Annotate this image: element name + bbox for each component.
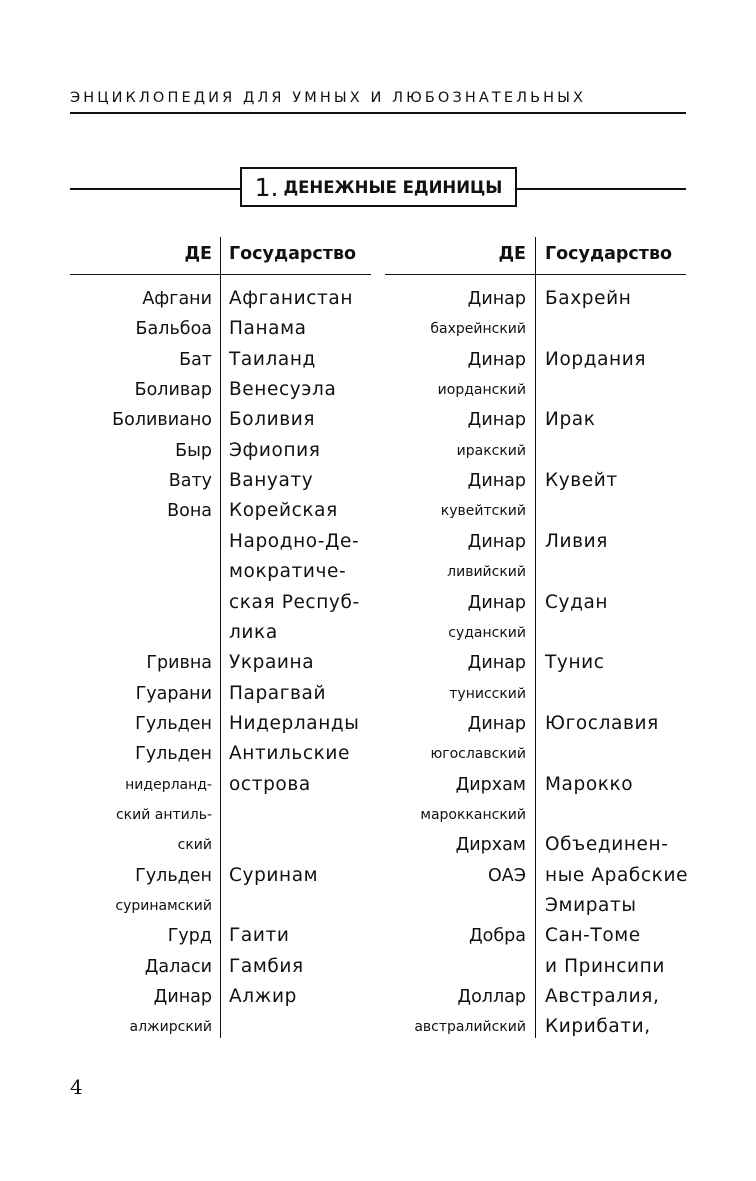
state-cell: Австралия, bbox=[545, 986, 660, 1007]
state-cell: Корейская bbox=[229, 500, 338, 521]
currency-cell: Динар bbox=[467, 471, 526, 491]
state-cell: Боливия bbox=[229, 409, 316, 430]
currency-cell: Гульден bbox=[135, 714, 212, 734]
currency-cell: ОАЭ bbox=[488, 866, 526, 886]
right-de-header: ДЕ bbox=[498, 244, 526, 264]
currency-cell: ский bbox=[177, 837, 212, 853]
state-cell bbox=[229, 891, 369, 921]
state-cell: Судан bbox=[545, 592, 609, 613]
currency-cell bbox=[70, 557, 212, 587]
state-cell bbox=[229, 1012, 369, 1042]
state-cell: Марокко bbox=[545, 774, 634, 795]
currency-cell: нидерланд- bbox=[125, 777, 212, 793]
state-cell bbox=[545, 314, 690, 344]
currency-cell: Динар bbox=[467, 593, 526, 613]
state-cell: ные Арабские bbox=[545, 865, 689, 886]
currency-cell: Динар bbox=[467, 289, 526, 309]
currency-cell: Дирхам bbox=[455, 835, 526, 855]
currency-cell: Бальбоа bbox=[135, 319, 212, 339]
currency-cell: Быр bbox=[175, 441, 212, 461]
state-cell bbox=[545, 618, 690, 648]
currency-cell: Гуарани bbox=[135, 684, 212, 704]
section-number: 1. bbox=[254, 172, 279, 202]
state-cell: Антильские bbox=[229, 743, 351, 764]
state-cell: и Принсипи bbox=[545, 956, 665, 977]
currency-cell bbox=[70, 618, 212, 648]
section-title: ДЕНЕЖНЫЕ ЕДИНИЦЫ bbox=[283, 177, 503, 197]
currency-cell: Бат bbox=[179, 350, 212, 370]
state-cell: Гамбия bbox=[229, 956, 304, 977]
state-cell: Бахрейн bbox=[545, 288, 632, 309]
currency-cell: Вату bbox=[168, 471, 212, 491]
state-cell: Эфиопия bbox=[229, 440, 321, 461]
currency-cell: югославский bbox=[430, 746, 526, 762]
page-number: 4 bbox=[70, 1075, 83, 1099]
currency-cell: иракский bbox=[456, 443, 526, 459]
currency-cell bbox=[380, 952, 526, 982]
state-cell bbox=[545, 557, 690, 587]
currency-cell: Доллар bbox=[457, 987, 526, 1007]
state-cell bbox=[545, 679, 690, 709]
right-state-header: Государство bbox=[545, 244, 673, 264]
state-cell: Сан-Томе bbox=[545, 925, 641, 946]
left-column-divider bbox=[220, 237, 221, 1038]
currency-cell: иорданский bbox=[437, 382, 526, 398]
state-cell bbox=[545, 375, 690, 405]
state-cell: Вануату bbox=[229, 470, 314, 491]
state-cell: ская Респуб- bbox=[229, 592, 360, 613]
state-cell bbox=[545, 739, 690, 769]
currency-cell: Гурд bbox=[167, 926, 212, 946]
currency-cell: Боливар bbox=[134, 380, 212, 400]
currency-cell: Динар bbox=[467, 350, 526, 370]
state-cell bbox=[545, 436, 690, 466]
state-cell: Венесуэла bbox=[229, 379, 337, 400]
state-cell: Алжир bbox=[229, 986, 297, 1007]
state-cell: лика bbox=[229, 622, 278, 643]
currency-cell: Вона bbox=[167, 501, 212, 521]
state-cell: Эмираты bbox=[545, 895, 637, 916]
state-cell: Ливия bbox=[545, 531, 608, 552]
state-cell bbox=[545, 496, 690, 526]
currency-cell: Динар bbox=[467, 532, 526, 552]
currency-cell: алжирский bbox=[129, 1019, 212, 1035]
state-cell: Югославия bbox=[545, 713, 659, 734]
currency-cell: Гульден bbox=[135, 744, 212, 764]
currency-cell: ский антиль- bbox=[115, 807, 212, 823]
currency-cell bbox=[380, 891, 526, 921]
currency-cell: ливийский bbox=[447, 564, 526, 580]
currency-cell: Гривна bbox=[146, 653, 212, 673]
state-cell bbox=[229, 800, 369, 830]
right-column-divider bbox=[535, 237, 536, 1038]
currency-cell: суринамский bbox=[115, 898, 212, 914]
state-cell: Таиланд bbox=[229, 349, 316, 370]
currency-cell: Афгани bbox=[142, 289, 212, 309]
state-cell: Объединен- bbox=[545, 834, 669, 855]
state-cell: Панама bbox=[229, 318, 307, 339]
currency-cell: Дирхам bbox=[455, 775, 526, 795]
title-rule-right bbox=[517, 188, 686, 190]
currency-cell: Гульден bbox=[135, 866, 212, 886]
header-rule bbox=[70, 112, 686, 114]
currency-cell bbox=[70, 527, 212, 557]
state-cell: Украина bbox=[229, 652, 315, 673]
currency-cell: марокканский bbox=[420, 807, 526, 823]
state-cell: Нидерланды bbox=[229, 713, 360, 734]
state-cell: мократиче- bbox=[229, 561, 347, 582]
state-cell: Народно-Де- bbox=[229, 531, 360, 552]
currency-cell: австралийский bbox=[414, 1019, 526, 1035]
currency-cell: бахрейнский bbox=[430, 321, 526, 337]
state-cell: Афганистан bbox=[229, 288, 354, 309]
title-rule-left bbox=[70, 188, 240, 190]
left-state-header: Государство bbox=[229, 244, 357, 264]
currency-cell: Динар bbox=[153, 987, 212, 1007]
state-cell: острова bbox=[229, 774, 311, 795]
currency-cell: Динар bbox=[467, 410, 526, 430]
currency-cell: Динар bbox=[467, 653, 526, 673]
state-cell: Ирак bbox=[545, 409, 596, 430]
state-cell bbox=[229, 830, 369, 860]
state-cell: Кирибати, bbox=[545, 1016, 651, 1037]
state-cell: Суринам bbox=[229, 865, 319, 886]
state-cell: Иордания bbox=[545, 349, 647, 370]
currency-cell: тунисский bbox=[449, 686, 526, 702]
currency-cell bbox=[70, 588, 212, 618]
state-cell: Тунис bbox=[545, 652, 605, 673]
currency-cell: суданский bbox=[448, 625, 526, 641]
state-cell: Парагвай bbox=[229, 683, 327, 704]
state-cell: Гаити bbox=[229, 925, 290, 946]
currency-cell: Добра bbox=[468, 926, 526, 946]
state-cell bbox=[545, 800, 690, 830]
currency-cell: Боливиано bbox=[112, 410, 212, 430]
currency-cell: Динар bbox=[467, 714, 526, 734]
section-title-box bbox=[240, 167, 517, 207]
currency-cell: кувейтский bbox=[440, 503, 526, 519]
left-de-header: ДЕ bbox=[184, 244, 212, 264]
currency-cell: Даласи bbox=[144, 957, 212, 977]
state-cell: Кувейт bbox=[545, 470, 618, 491]
running-header: ЭНЦИКЛОПЕДИЯ ДЛЯ УМНЫХ И ЛЮБОЗНАТЕЛЬНЫХ bbox=[70, 90, 587, 106]
